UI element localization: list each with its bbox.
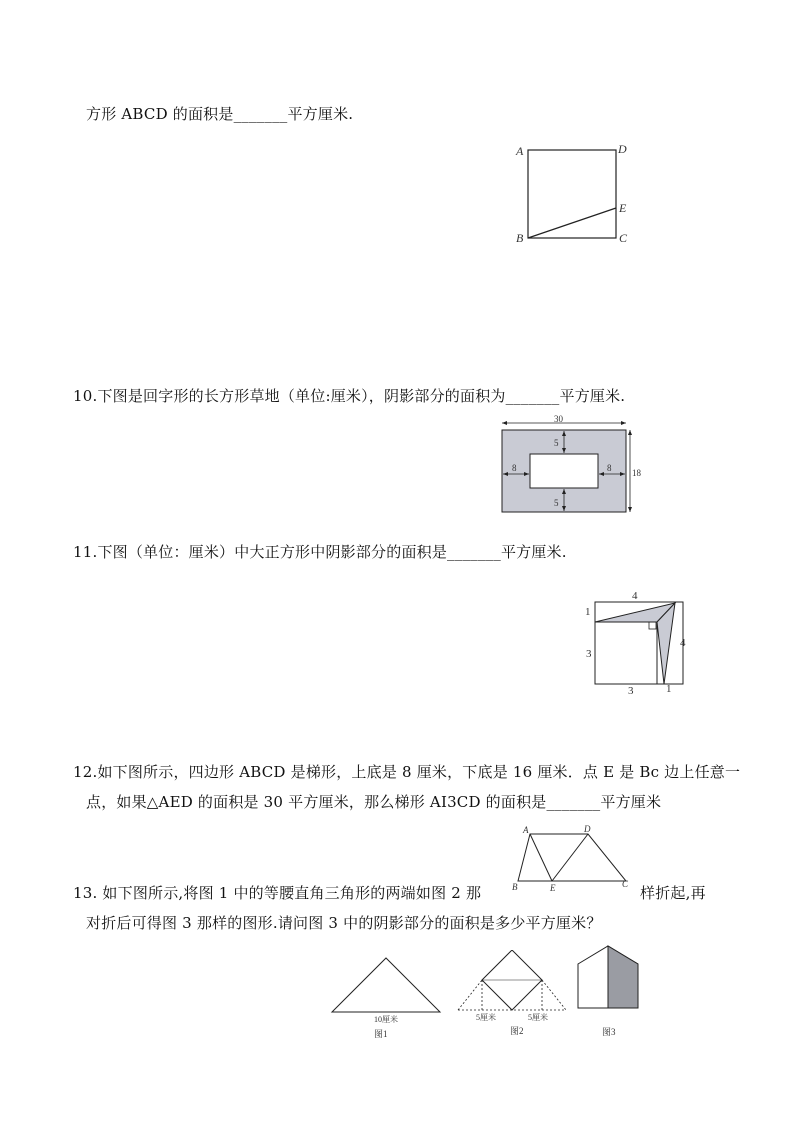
fig3-caption: 图3 [602, 1027, 616, 1037]
fig2-dim-right: 5厘米 [528, 1013, 548, 1022]
label-e: E [550, 883, 556, 893]
dim-8-left: 8 [512, 463, 517, 473]
dim-bottom-right-1: 1 [666, 683, 672, 695]
label-c: C [619, 231, 628, 245]
segment-de [552, 834, 588, 881]
square-abcd [528, 150, 616, 238]
right-angle-mark [649, 622, 656, 629]
q10-text: 10.下图是回字形的长方形草地（单位:厘米），阴影部分的面积为_______平方厘米. [73, 387, 626, 405]
q11-text: 11.下图（单位：厘米）中大正方形中阴影部分的面积是_______平方厘米. [73, 543, 567, 561]
dim-5-bottom: 5 [554, 498, 559, 508]
label-d: D [584, 824, 591, 834]
q13-fig3 [574, 944, 642, 1040]
q10-frame-figure [494, 414, 644, 520]
label-a: A [516, 144, 524, 158]
label-c: C [622, 879, 629, 889]
q13-fig1 [328, 950, 444, 1042]
shaded-region [608, 946, 638, 1008]
inner-rect [530, 454, 598, 488]
label-b: B [516, 231, 524, 245]
q11-square-figure [582, 588, 692, 696]
dim-left-3: 3 [586, 648, 592, 660]
small-square [595, 622, 657, 684]
q9-square-figure [510, 138, 635, 248]
q13-line1b: 样折起,再 [640, 884, 706, 902]
fig2-caption: 图2 [510, 1026, 524, 1036]
dim-top-4: 4 [632, 590, 638, 602]
q13-line2: 对折后可得图 3 那样的图形.请问图 3 中的阴影部分的面积是多少平方厘米？ [86, 914, 602, 932]
dim-right-4: 4 [680, 637, 686, 649]
label-d: D [618, 142, 627, 156]
label-e: E [619, 201, 627, 215]
fig2-dim-left: 5厘米 [476, 1013, 496, 1022]
fig1-dim: 10厘米 [374, 1015, 398, 1024]
segment-ae [530, 834, 552, 881]
q12-line2: 点，如果△AED 的面积是 30 平方厘米，那么梯形 AI3CD 的面积是_______平方厘米 [86, 793, 662, 811]
q13-fig2 [456, 950, 572, 1038]
fig1-caption: 图1 [374, 1029, 388, 1039]
segment-be [528, 208, 616, 238]
dim-18: 18 [632, 468, 641, 478]
isosceles-right-triangle [332, 958, 440, 1012]
dim-8-right: 8 [607, 463, 612, 473]
q9-text: 方形 ABCD 的面积是_______平方厘米. [86, 105, 354, 123]
q13-line1a: 13. 如下图所示,将图 1 中的等腰直角三角形的两端如图 2 那 [73, 884, 482, 902]
label-a: A [523, 825, 529, 835]
dim-30: 30 [554, 414, 563, 424]
dim-top-left-1: 1 [585, 606, 591, 618]
dim-bottom-3: 3 [628, 685, 634, 696]
q12-trapezoid-figure [508, 824, 638, 894]
label-b: B [512, 882, 518, 892]
q12-line1: 12.如下图所示，四边形 ABCD 是梯形，上底是 8 厘米，下底是 16 厘米．点 E 是 Bc 边上任意一 [73, 763, 741, 781]
dim-5-top: 5 [554, 438, 559, 448]
trapezoid-abcd [518, 834, 626, 881]
